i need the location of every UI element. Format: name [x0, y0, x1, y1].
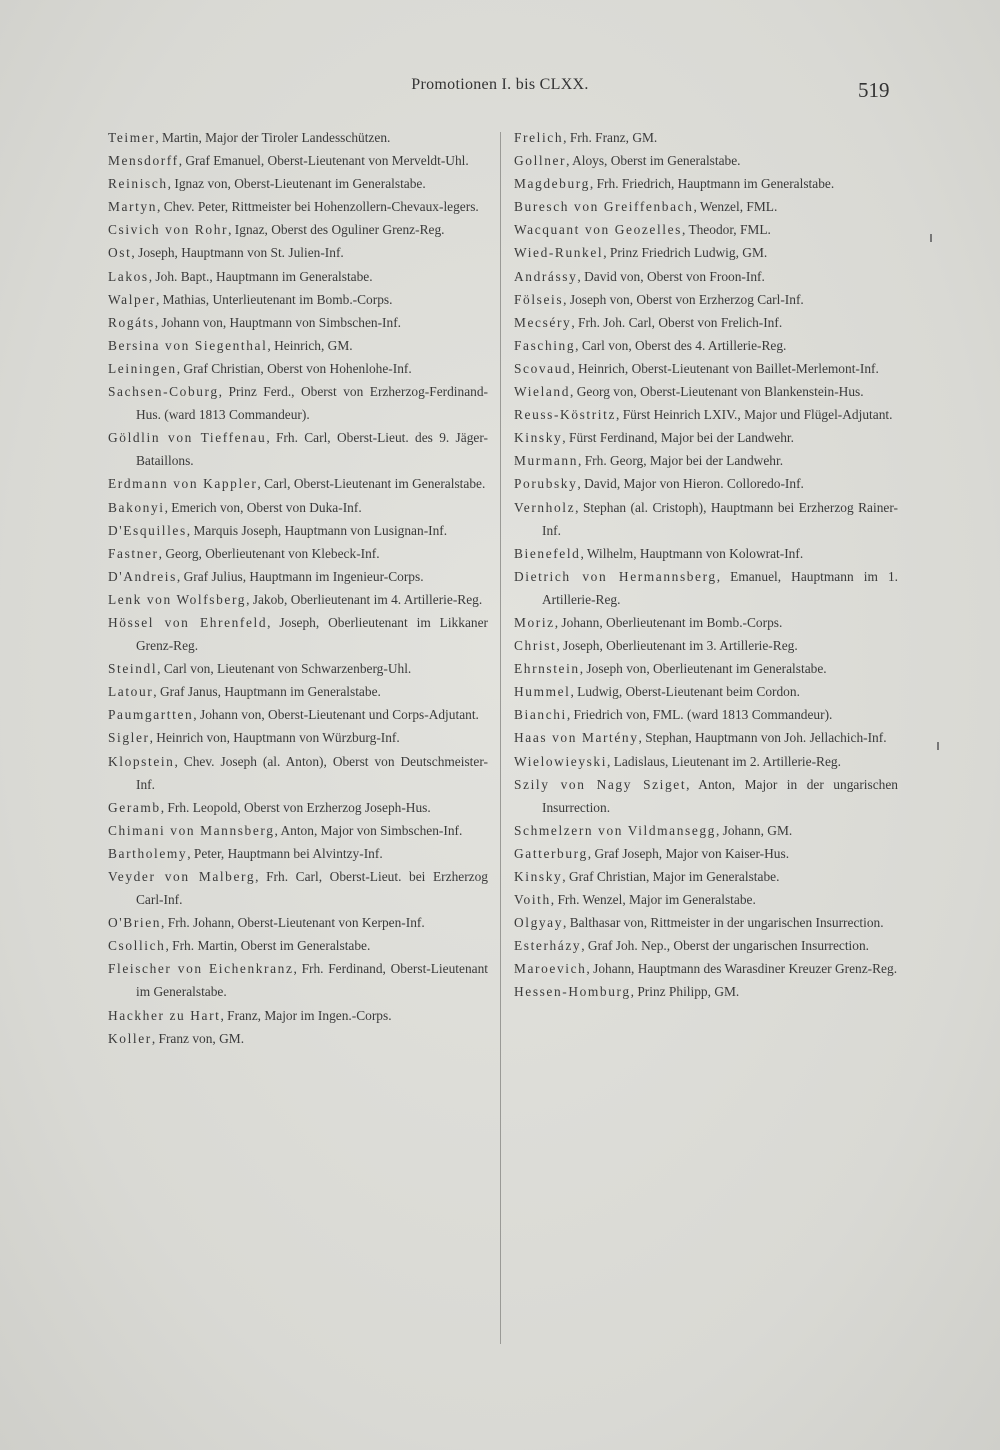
register-entry [108, 265, 488, 288]
entry-details: , Wilhelm, Hauptmann von Kolowrat-Inf. [580, 545, 804, 561]
entry-name: Olgyay [514, 915, 564, 931]
entry-name: Bartholemy [108, 845, 188, 861]
entry-details: , Heinrich, GM. [267, 337, 353, 353]
entry-name: D'Esquilles [108, 522, 187, 538]
register-entry [108, 426, 488, 472]
register-entry [108, 680, 488, 703]
register-entry [108, 588, 488, 611]
entry-details: , Ladislaus, Lieutenant im 2. Artillerie-Reg. [607, 753, 841, 769]
entry-name: Paumgartten [108, 707, 194, 723]
entry-name: Veyder von Malberg [108, 869, 256, 884]
register-entry [108, 1027, 488, 1050]
entry-details: , Anton, Major von Simbschen-Inf. [274, 822, 463, 838]
entry-details: , Joseph, Hauptmann von St. Julien-Inf. [131, 245, 344, 261]
entry-name: Csivich von Rohr [108, 222, 229, 238]
register-entry [514, 680, 898, 703]
entry-name: Haas von Martény [514, 730, 639, 746]
entry-name: Rogáts [108, 314, 155, 330]
entry-name: Bianchi [514, 707, 567, 723]
entry-name: Reinisch [108, 176, 168, 192]
register-entry [108, 703, 488, 726]
register-entry [514, 311, 898, 334]
entry-details: , Chev. Joseph (al. Anton), Oberst von Deutschmeister-Inf. [136, 753, 488, 792]
entry-name: Kinsky [514, 430, 563, 446]
entry-details: , Frh. Franz, GM. [563, 130, 658, 145]
entry-name: Ost [108, 245, 132, 261]
entry-name: Lakos [108, 268, 149, 284]
entry-details: , Fürst Heinrich LXIV., Major und Flügel-Adjutant. [616, 407, 893, 423]
entry-details: , Prinz Friedrich Ludwig, GM. [603, 245, 768, 261]
entry-name: Dietrich von Hermannsberg [514, 568, 717, 584]
register-entry [108, 172, 488, 195]
entry-details: , Frh. Georg, Major bei der Landwehr. [578, 453, 784, 469]
entry-details: , Graf Christian, Oberst von Hohenlohe-Inf. [176, 360, 412, 376]
entry-name: O'Brien [108, 915, 162, 931]
entry-details: , Graf Joseph, Major von Kaiser-Hus. [587, 845, 790, 861]
entry-name: Csollich [108, 938, 166, 954]
entry-name: Wied-Runkel [514, 245, 604, 261]
entry-name: Chimani von Mannsberg [108, 822, 275, 838]
register-entry [108, 357, 488, 380]
register-entry [514, 449, 898, 472]
register-entry [514, 172, 898, 195]
entry-details: , Prinz Ferd., Oberst von Erzherzog-Ferdinand-Hus. (ward 1813 Commandeur). [136, 384, 488, 423]
register-entry [108, 126, 488, 149]
entry-name: Frelich [514, 130, 564, 145]
register-entry [108, 565, 488, 588]
register-entry [514, 265, 898, 288]
register-entry [514, 126, 898, 149]
entry-name: Koller [108, 1030, 152, 1046]
register-entry [108, 149, 488, 172]
entry-name: Bakonyi [108, 499, 165, 515]
entry-name: Gollner [514, 153, 567, 169]
entry-details: , Wenzel, FML. [693, 199, 778, 215]
register-entry [514, 934, 898, 957]
margin-mark [937, 742, 939, 750]
entry-name: Hessen-Homburg [514, 984, 631, 1000]
register-entry [108, 611, 488, 657]
entry-details: , Graf Emanuel, Oberst-Lieutenant von Merveldt-Uhl. [178, 153, 469, 169]
entry-details: , Joseph, Oberlieutenant im Likkaner Grenz-Reg. [136, 614, 488, 654]
entry-details: , Prinz Philipp, GM. [630, 984, 740, 1000]
register-entry [108, 542, 488, 565]
entry-name: Fastner [108, 545, 159, 561]
entry-details: , Carl, Oberst-Lieutenant im Generalstabe. [257, 476, 486, 492]
entry-name: Teimer [108, 130, 156, 145]
entry-name: Andrássy [514, 268, 578, 284]
entry-name: Kinsky [514, 869, 563, 884]
register-entry [108, 750, 488, 796]
register-entry [514, 657, 898, 680]
entry-name: Moriz [514, 614, 555, 630]
entry-details: , Balthasar von, Rittmeister in der ungarischen Insurrection. [563, 915, 884, 931]
entry-details: , Johann von, Hauptmann von Simbschen-Inf. [154, 314, 402, 330]
register-entry [514, 911, 898, 934]
register-entry [514, 957, 898, 980]
entry-details: , Carl von, Lieutenant von Schwarzenberg-Uhl. [157, 661, 412, 677]
entry-details: , Joh. Bapt., Hauptmann im Generalstabe. [148, 268, 373, 284]
entry-name: Erdmann von Kappler [108, 476, 258, 492]
register-entry [514, 865, 898, 888]
entry-name: Magdeburg [514, 176, 590, 192]
entry-details: , Frh. Friedrich, Hauptmann im Generalstabe. [589, 176, 835, 192]
register-entry [514, 149, 898, 172]
register-entry [514, 703, 898, 726]
register-entry [514, 496, 898, 542]
register-entry [514, 634, 898, 657]
register-entry [108, 195, 488, 218]
entry-details: , Emerich von, Oberst von Duka-Inf. [164, 499, 362, 515]
entry-details: , Friedrich von, FML. (ward 1813 Commandeur). [566, 707, 833, 723]
register-entry [514, 334, 898, 357]
entry-name: Sachsen-Coburg [108, 384, 219, 400]
entry-details: , Fürst Ferdinand, Major bei der Landwehr. [562, 430, 794, 446]
entry-name: Christ [514, 638, 557, 654]
register-entry [108, 519, 488, 542]
entry-name: Wacquant von Geozelles [514, 222, 682, 238]
entry-name: Leiningen [108, 360, 177, 376]
entry-name: Voith [514, 892, 551, 908]
register-entry [514, 842, 898, 865]
entry-name: Lenk von Wolfsberg [108, 591, 247, 607]
register-entry [108, 726, 488, 749]
register-entry [108, 496, 488, 519]
entry-name: Murmann [514, 453, 579, 469]
entry-name: Geramb [108, 799, 161, 815]
entry-name: Reuss-Köstritz [514, 407, 616, 423]
register-entry [514, 426, 898, 449]
entry-details: , Ignaz, Oberst des Oguliner Grenz-Reg. [228, 222, 445, 238]
entry-details: , Stephan (al. Cristoph), Hauptmann bei Erzherzog Rainer-Inf. [542, 499, 898, 538]
register-entry [514, 472, 898, 495]
entry-name: Fleischer von Eichenkranz [108, 961, 294, 977]
entry-details: , Frh. Carl, Oberst-Lieut. des 9. Jäger-Bataillons. [136, 430, 488, 469]
register-entry [108, 819, 488, 842]
entry-details: , Johann von, Oberst-Lieutenant und Corps-Adjutant. [193, 707, 479, 723]
entry-details: , Joseph, Oberlieutenant im 3. Artillerie-Reg. [556, 638, 798, 654]
entry-details: , Theodor, FML. [681, 222, 771, 238]
register-entry [108, 842, 488, 865]
entry-details: , Emanuel, Hauptmann im 1. Artillerie-Reg. [542, 568, 898, 607]
register-entry [514, 195, 898, 218]
entry-name: Hössel von Ehrenfeld [108, 614, 268, 630]
entry-details: , Jakob, Oberlieutenant im 4. Artillerie-Reg. [246, 591, 483, 607]
entry-details: , Graf Julius, Hauptmann im Ingenieur-Corps. [176, 568, 424, 584]
entry-name: Fölseis [514, 291, 564, 307]
register-entry [108, 1004, 488, 1027]
left-column [108, 126, 488, 1050]
entry-name: Mecséry [514, 314, 572, 330]
register-entry [514, 726, 898, 749]
entry-name: Esterházy [514, 938, 582, 954]
entry-name: Steindl [108, 661, 158, 677]
register-entry [514, 980, 898, 1003]
entry-name: Bienefeld [514, 545, 581, 561]
entry-details: , Peter, Hauptmann bei Alvintzy-Inf. [187, 845, 383, 861]
register-entry [108, 311, 488, 334]
register-entry [514, 819, 898, 842]
register-entry [108, 241, 488, 264]
entry-details: , Johann, Hauptmann des Warasdiner Kreuzer Grenz-Reg. [586, 961, 898, 977]
running-header: Promotionen I. bis CLXX. [411, 76, 589, 93]
entry-details: , Frh. Ferdinand, Oberst-Lieutenant im Generalstabe. [136, 961, 489, 1000]
entry-details: , Franz von, GM. [151, 1030, 245, 1046]
register-entry [108, 657, 488, 680]
register-entry [514, 380, 898, 403]
entry-details: , Anton, Major in der ungarischen Insurrection. [542, 776, 899, 815]
register-entry [514, 750, 898, 773]
entry-details: , David von, Oberst von Froon-Inf. [577, 268, 765, 284]
register-entry [108, 796, 488, 819]
entry-details: , Mathias, Unterlieutenant im Bomb.-Corps. [155, 291, 393, 307]
entry-details: , Stephan, Hauptmann von Joh. Jellachich-Inf. [638, 730, 887, 746]
register-entry [514, 611, 898, 634]
right-column [514, 126, 898, 1004]
entry-name: Porubsky [514, 476, 578, 492]
entry-name: Szily von Nagy Sziget [514, 776, 687, 792]
register-entry [514, 288, 898, 311]
register-entry [108, 334, 488, 357]
entry-name: Latour [108, 684, 154, 700]
entry-details: , Frh. Joh. Carl, Oberst von Frelich-Inf. [571, 314, 783, 330]
register-entry [108, 934, 488, 957]
register-entry [514, 542, 898, 565]
entry-details: , Frh. Johann, Oberst-Lieutenant von Kerpen-Inf. [161, 915, 425, 931]
register-entry [514, 773, 898, 819]
entry-name: Hummel [514, 684, 571, 700]
entry-name: D'Andreis [108, 568, 177, 584]
entry-details: , Johann, GM. [715, 822, 793, 838]
register-entry [108, 472, 488, 495]
entry-name: Buresch von Greiffenbach [514, 199, 694, 215]
margin-mark [930, 234, 932, 242]
register-entry [514, 241, 898, 264]
entry-details: , Franz, Major im Ingen.-Corps. [220, 1007, 392, 1023]
entry-name: Schmelzern von Vildmansegg [514, 822, 716, 838]
entry-name: Wielowieyski [514, 753, 608, 769]
entry-name: Bersina von Siegenthal [108, 337, 268, 353]
register-entry [108, 218, 488, 241]
entry-name: Walper [108, 291, 156, 307]
register-entry [108, 380, 488, 426]
entry-name: Göldlin von Tieffenau [108, 430, 267, 446]
register-entry [108, 288, 488, 311]
entry-details: , Ignaz von, Oberst-Lieutenant im Generalstabe. [167, 176, 426, 192]
entry-details: , Martin, Major der Tiroler Landesschützen. [155, 130, 391, 145]
entry-details: , Graf Joh. Nep., Oberst der ungarischen Insurrection. [581, 938, 870, 954]
register-entry [514, 888, 898, 911]
entry-details: , Graf Christian, Major im Generalstabe. [562, 869, 780, 884]
register-entry [108, 957, 488, 1003]
entry-details: , Frh. Martin, Oberst im Generalstabe. [165, 938, 371, 954]
entry-name: Sigler [108, 730, 150, 746]
entry-name: Ehrnstein [514, 661, 580, 677]
entry-details: , Frh. Carl, Oberst-Lieut. bei Erzherzog Carl-Inf. [136, 869, 489, 908]
entry-details: , Heinrich von, Hauptmann von Würzburg-Inf. [149, 730, 400, 746]
entry-details: , Aloys, Oberst im Generalstabe. [566, 153, 741, 169]
entry-name: Hackher zu Hart [108, 1007, 221, 1023]
entry-name: Scovaud [514, 360, 572, 376]
entry-details: , Marquis Joseph, Hauptmann von Lusignan-Inf. [186, 522, 448, 538]
register-entry [514, 357, 898, 380]
entry-details: , Heinrich, Oberst-Lieutenant von Baillet-Merlemont-Inf. [571, 360, 879, 376]
entry-name: Klopstein [108, 753, 175, 769]
register-entry [108, 865, 488, 911]
entry-details: , Chev. Peter, Rittmeister bei Hohenzollern-Chevaux-legers. [157, 199, 479, 215]
column-divider [500, 132, 501, 1344]
register-entry [514, 218, 898, 241]
entry-name: Gatterburg [514, 845, 588, 861]
entry-details: , Georg, Oberlieutenant von Klebeck-Inf. [158, 545, 380, 561]
entry-details: , Frh. Wenzel, Major im Generalstabe. [550, 892, 756, 908]
entry-details: , Frh. Leopold, Oberst von Erzherzog Joseph-Hus. [160, 799, 431, 815]
entry-details: , Carl von, Oberst des 4. Artillerie-Reg. [575, 337, 787, 353]
entry-details: , Johann, Oberlieutenant im Bomb.-Corps. [554, 614, 783, 630]
entry-details: , Graf Janus, Hauptmann im Generalstabe. [153, 684, 381, 700]
register-entry [514, 403, 898, 426]
entry-name: Maroevich [514, 961, 587, 977]
entry-details: , Georg von, Oberst-Lieutenant von Blankenstein-Hus. [570, 384, 864, 400]
entry-name: Wieland [514, 384, 571, 400]
entry-details: , Joseph von, Oberst von Erzherzog Carl-Inf. [563, 291, 804, 307]
entry-details: , Ludwig, Oberst-Lieutenant beim Cordon. [570, 684, 800, 700]
page-number: 519 [858, 78, 890, 102]
entry-name: Martyn [108, 199, 158, 215]
entry-name: Mensdorff [108, 153, 179, 169]
entry-name: Vernholz [514, 499, 576, 515]
entry-details: , David, Major von Hieron. Colloredo-Inf. [577, 476, 804, 492]
entry-details: , Joseph von, Oberlieutenant im Generalstabe. [579, 661, 827, 677]
register-entry [108, 911, 488, 934]
register-entry [514, 565, 898, 611]
entry-name: Fasching [514, 337, 576, 353]
